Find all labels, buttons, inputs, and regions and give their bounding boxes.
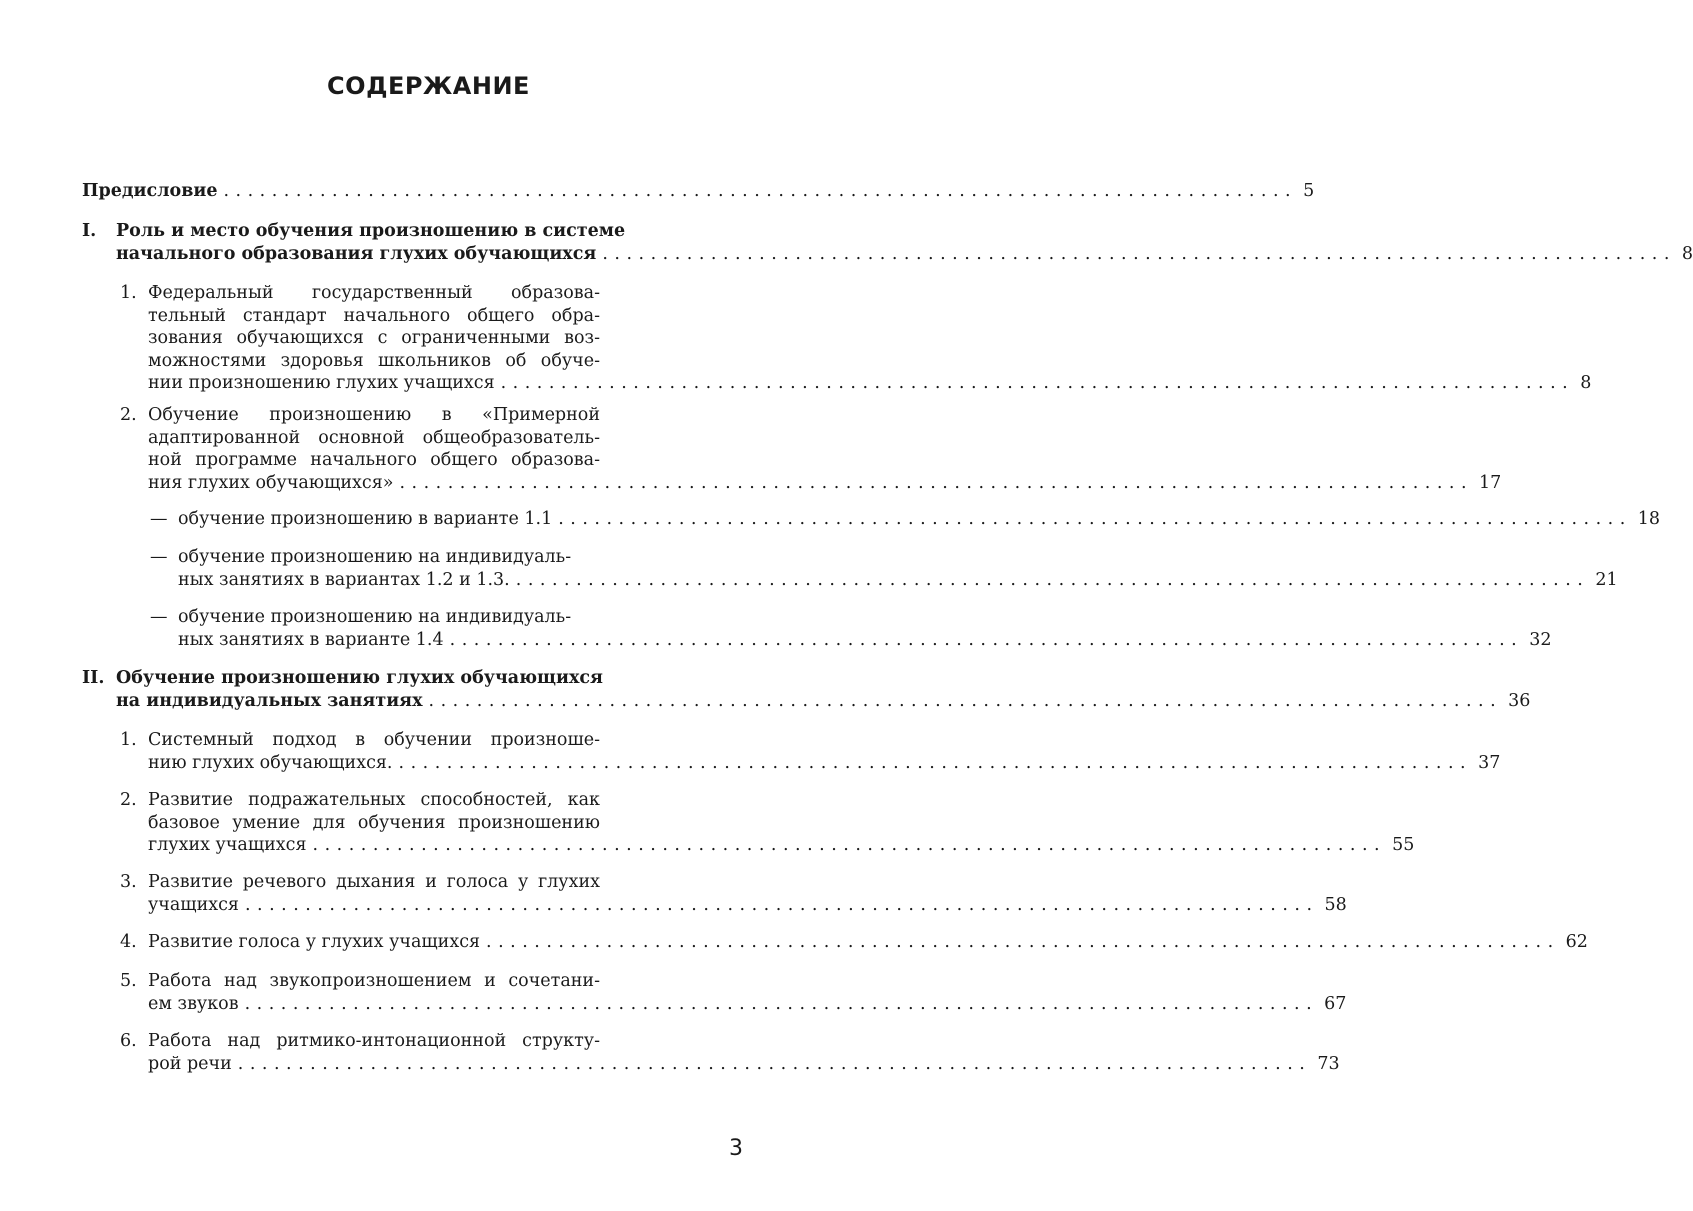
toc-entry-section-2-6[interactable] xyxy=(120,1030,1340,1075)
toc-entry-line: Работа над звукопроизношением и сочетани- xyxy=(148,971,600,991)
dot-leader: ......................................................................................... xyxy=(602,243,1676,264)
toc-entry-line: Работа над ритмико-интонационной структу- xyxy=(148,1031,600,1051)
dot-leader: ......................................................................................... xyxy=(223,181,1298,201)
toc-entry-number: 4. xyxy=(120,932,137,952)
toc-entry-line: Роль и место обучения произношению в системе xyxy=(116,221,626,241)
toc-entry-line: рой речи xyxy=(148,1053,232,1074)
toc-entry-line: Федеральный государственный образова- xyxy=(148,283,600,303)
dot-leader: ......................................................................................... xyxy=(398,752,1473,773)
toc-entry-section-2-2[interactable] xyxy=(120,789,1415,857)
toc-entry-subitem-variant-1-1[interactable] xyxy=(150,508,1661,531)
toc-entry-line: начального образования глухих обучающихся xyxy=(116,243,597,264)
toc-entry-line: базовое умение для обучения произношению xyxy=(148,812,600,833)
dot-leader: ......................................................................................... xyxy=(449,629,1524,650)
toc-entry-number: 2. xyxy=(120,790,137,810)
dot-leader: ......................................................................................... xyxy=(515,569,1590,590)
toc-entry-section-2[interactable] xyxy=(82,667,1531,712)
toc-entry-line: обучение произношению в варианте 1.1 xyxy=(178,509,553,529)
toc-entry-line: Развитие подражательных способностей, как xyxy=(148,790,600,810)
dot-leader: ......................................................................................... xyxy=(312,835,1387,855)
toc-entry-line: нию глухих обучающихся. xyxy=(148,752,393,773)
dot-leader: ......................................................................................... xyxy=(486,932,1560,952)
toc-entry-number: 5. xyxy=(120,971,137,991)
dash-marker: — xyxy=(150,547,168,567)
toc-entry-line: Обучение произношению в «Примерной xyxy=(148,405,600,425)
toc-entry-line: Обучение произношению глухих обучающихся xyxy=(116,668,603,688)
toc-entry-line: Системный подход в обучении произноше- xyxy=(148,730,600,750)
toc-entry-number: 6. xyxy=(120,1031,137,1051)
toc-entry-line: Развитие голоса у глухих учащихся xyxy=(148,932,481,952)
dot-leader: ......................................................................................... xyxy=(558,509,1632,529)
dot-leader: ......................................................................................... xyxy=(244,894,1319,915)
page-title: СОДЕРЖАНИЕ xyxy=(327,72,530,100)
toc-entry-section-2-3[interactable] xyxy=(120,871,1347,916)
toc-entry-line: ем звуков xyxy=(148,993,239,1014)
toc-entry-line: Развитие речевого дыхания и голоса у глухих xyxy=(148,872,600,892)
dot-leader: ......................................................................................... xyxy=(237,1053,1312,1074)
page-number: 3 xyxy=(729,1136,743,1161)
toc-page-number: 8 xyxy=(1681,243,1693,264)
dash-marker: — xyxy=(150,509,168,529)
toc-entry-section-2-4[interactable] xyxy=(120,931,1588,954)
toc-page-number: 55 xyxy=(1392,835,1415,855)
toc-entry-line: ной программе начального общего образова- xyxy=(148,450,600,470)
toc-entry-number: 1. xyxy=(120,283,137,303)
toc-page-number: 58 xyxy=(1324,894,1347,915)
toc-entry-line: на индивидуальных занятиях xyxy=(116,690,423,711)
toc-page-number: 62 xyxy=(1565,932,1588,952)
toc-page-number: 18 xyxy=(1637,509,1661,529)
toc-page-number: 36 xyxy=(1508,690,1531,711)
toc-entry-subitem-variant-1-2-1-3[interactable] xyxy=(150,546,1618,591)
dot-leader: ......................................................................................... xyxy=(428,690,1503,711)
toc-entry-section-1-1[interactable] xyxy=(120,282,1592,395)
toc-entry-number: II. xyxy=(82,668,105,688)
toc-entry-line: ных занятиях в варианте 1.4 xyxy=(178,629,444,650)
toc-entry-line: адаптированной основной общеобразователь- xyxy=(148,427,600,448)
toc-entry-line: можностями здоровья школьников об обуче- xyxy=(148,350,600,371)
toc-entry-line: нии произношению глухих учащихся xyxy=(148,373,495,393)
toc-entry-line: обучение произношению на индивидуаль- xyxy=(178,607,572,627)
toc-page-number: 37 xyxy=(1478,752,1501,773)
toc-entry-line: ния глухих обучающихся» xyxy=(148,472,394,493)
toc-page-number: 73 xyxy=(1317,1053,1340,1074)
toc-page-number: 21 xyxy=(1595,569,1618,590)
dot-leader: ......................................................................................... xyxy=(399,472,1474,493)
toc-entry-number: 3. xyxy=(120,872,137,892)
toc-entry-line: ных занятиях в вариантах 1.2 и 1.3. xyxy=(178,569,510,590)
toc-page-number: 17 xyxy=(1479,472,1502,493)
toc-entry-section-1[interactable] xyxy=(82,220,1693,265)
toc-entry-preface[interactable] xyxy=(82,180,1315,203)
toc-page-number: 5 xyxy=(1303,181,1315,201)
dot-leader: ......................................................................................... xyxy=(500,373,1575,393)
toc-page-number: 8 xyxy=(1580,373,1592,393)
toc-entry-number: 1. xyxy=(120,730,137,750)
toc-page-number: 67 xyxy=(1324,993,1347,1014)
toc-entry-section-1-2[interactable] xyxy=(120,404,1502,494)
toc-entry-line: зования обучающихся с ограниченными воз- xyxy=(148,328,600,348)
toc-entry-line: глухих учащихся xyxy=(148,835,307,855)
toc-entry-number: 2. xyxy=(120,405,137,425)
toc-entry-subitem-variant-1-4[interactable] xyxy=(150,606,1552,651)
toc-entry-line: обучение произношению на индивидуаль- xyxy=(178,547,572,567)
toc-entry-section-2-1[interactable] xyxy=(120,729,1501,774)
toc-entry-section-2-5[interactable] xyxy=(120,970,1347,1015)
toc-entry-number: I. xyxy=(82,221,97,241)
toc-page-number: 32 xyxy=(1529,629,1552,650)
dot-leader: ......................................................................................... xyxy=(244,993,1319,1014)
toc-entry-line: учащихся xyxy=(148,894,239,915)
toc-entry-title: Предисловие xyxy=(82,181,218,201)
dash-marker: — xyxy=(150,607,168,627)
toc-entry-line: тельный стандарт начального общего обра- xyxy=(148,305,600,326)
